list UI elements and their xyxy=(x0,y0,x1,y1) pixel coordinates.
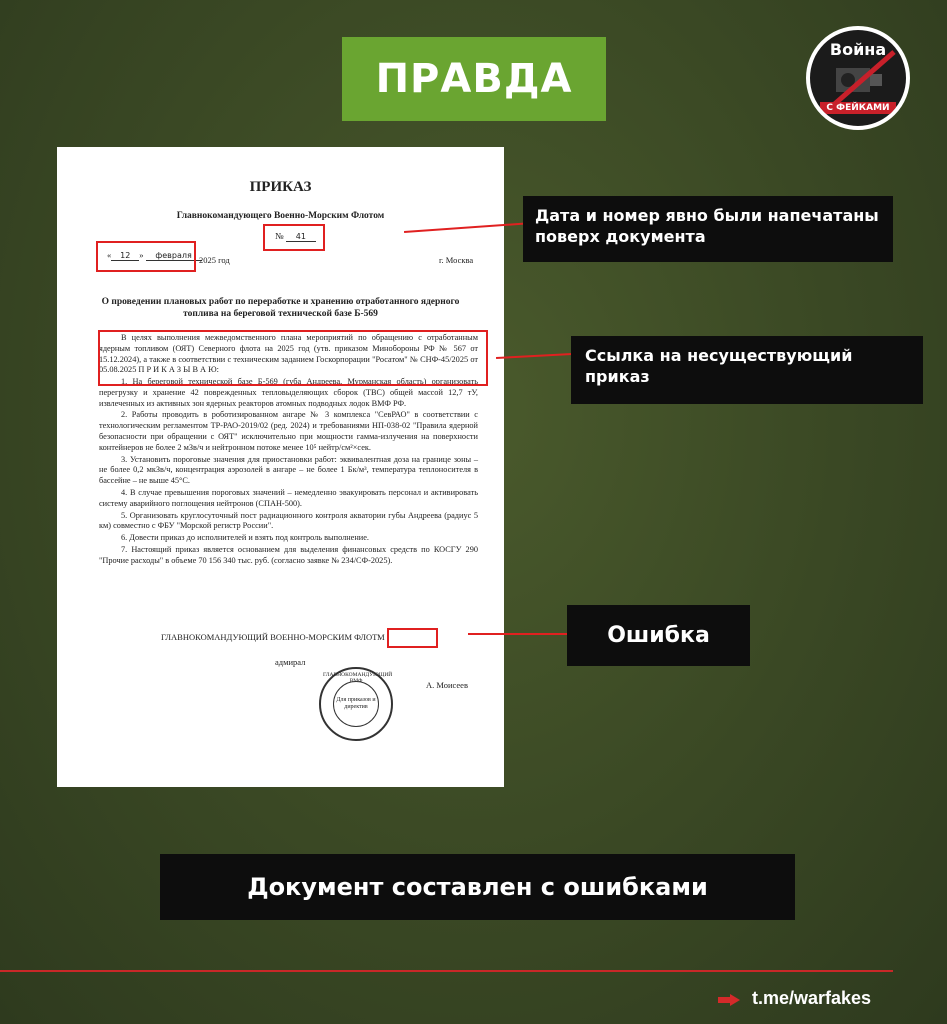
connector-line xyxy=(496,353,572,359)
verdict-badge: ПРАВДА xyxy=(342,37,606,121)
logo-bottom-text: С ФЕЙКАМИ xyxy=(820,102,896,114)
document-item: 3. Установить пороговые значения для приостановки работ: эквивалентная доза на границе зоны – не более 0,2 мкЗв/ч, концентрация аэрозолей в ангаре – не более 1 Бк/м³, температура теплоносителя в бассейне – не выше 45°С. xyxy=(99,454,478,486)
document-title: ПРИКАЗ xyxy=(249,179,312,195)
document-city: г. Москва xyxy=(439,255,474,265)
number-value: 41 xyxy=(286,232,316,242)
date-month: февраля xyxy=(146,251,202,261)
document-item: 5. Организовать круглосуточный пост радиационного контроля акватории губы Андреева (радиус 5 км) совместно с ФБУ "Морской регистр России". xyxy=(99,510,478,531)
signer-name: А. Моисеев xyxy=(426,680,468,690)
signature-title: ГЛАВНОКОМАНДУЮЩИЙ ВОЕННО-МОРСКИМ ФЛОТМ xyxy=(161,632,385,642)
highlight-number xyxy=(263,224,325,251)
document-item: 1. На береговой технической базе Б-569 (губа Андреева, Мурманская область) организовать перегрузку и хранение 42 поврежденных тепловыделяющих сборок (ТВС) общей массой 12,7 тУ, извлеченных из активных зон ядерных реакторов атомных подводных лодок ВМФ РФ. xyxy=(99,377,478,408)
signer-rank: адмирал xyxy=(275,657,306,667)
document-year: 2025 год xyxy=(199,255,230,265)
annotation-date-number: Дата и номер явно были напечатаны поверх документа xyxy=(523,196,893,262)
document-item: 2. Работы проводить в роботизированном ангаре № 3 комплекса "СевРАО" в соответствии с технологическим регламентом ТР-РАО-2019/02 (ред. 2024) и требованиями НП-038-02 "Правила ядерной безопасности при обращении с ОЯТ" исключительно при мощности гамма-излучения на поверхности контейнеров не более 2 мЗв/ч и нейтронном потоке менее 10⁵ нейтр/см²×сек. xyxy=(99,410,478,452)
annotation-error: Ошибка xyxy=(567,605,750,666)
document-subject: О проведении плановых работ по переработке и хранению отработанного ядерного топлива на береговой технической базе Б-569 xyxy=(101,297,460,319)
footer-divider xyxy=(0,970,893,972)
document-item: 4. В случае превышения пороговых значений – немедленно эвакуировать персонал и активировать систему аварийного поглощения нейтронов (СПАН-500). xyxy=(99,487,478,508)
footer-link[interactable]: t.me/warfakes xyxy=(752,988,872,1008)
conclusion-banner: Документ составлен с ошибками xyxy=(160,854,795,920)
number-prefix: № xyxy=(275,231,284,241)
war-on-fakes-logo xyxy=(806,26,910,130)
document-date: « 12 » февраля xyxy=(107,250,202,261)
stamp-ring-text: ГЛАВНОКОМАНДУЮЩИЙ ВМФ xyxy=(323,672,393,684)
document-preamble: В целях выполнения межведомственного плана мероприятий по обращению с отработанным ядерным топливом (ОЯТ) Северного флота на 2025 год (утв. приказом Минобороны РФ № 567 от 15.12.2024), а также в соответствии с техническим заданием Госкорпорации "Росатом" № СНФ-45/2025 от 05.08.2025 П Р И К А З Ы В А Ю: xyxy=(99,333,478,375)
highlight-error xyxy=(387,628,438,648)
annotation-reference: Ссылка на несуществующий приказ xyxy=(571,336,923,404)
document-subtitle: Главнокомандующего Военно-Морским Флотом xyxy=(176,211,385,221)
document-item: 6. Довести приказ до исполнителей и взять под контроль выполнение. xyxy=(121,533,370,543)
logo-top-text: Война xyxy=(829,40,887,59)
stamp-center-text: Для приказов и директив xyxy=(333,681,379,727)
connector-line xyxy=(468,633,568,635)
date-day: 12 xyxy=(111,251,139,261)
highlight-date xyxy=(96,241,196,272)
arrow-right-icon xyxy=(718,994,740,1006)
highlight-reference xyxy=(98,330,488,386)
official-stamp xyxy=(319,667,393,741)
document-item: 7. Настоящий приказ является основанием для выделения финансовых средств по КОСГУ 290 "Прочие расходы" в объеме 70 156 340 тыс. руб. (согласно заявке № 234/СФ-2025). xyxy=(99,544,478,565)
